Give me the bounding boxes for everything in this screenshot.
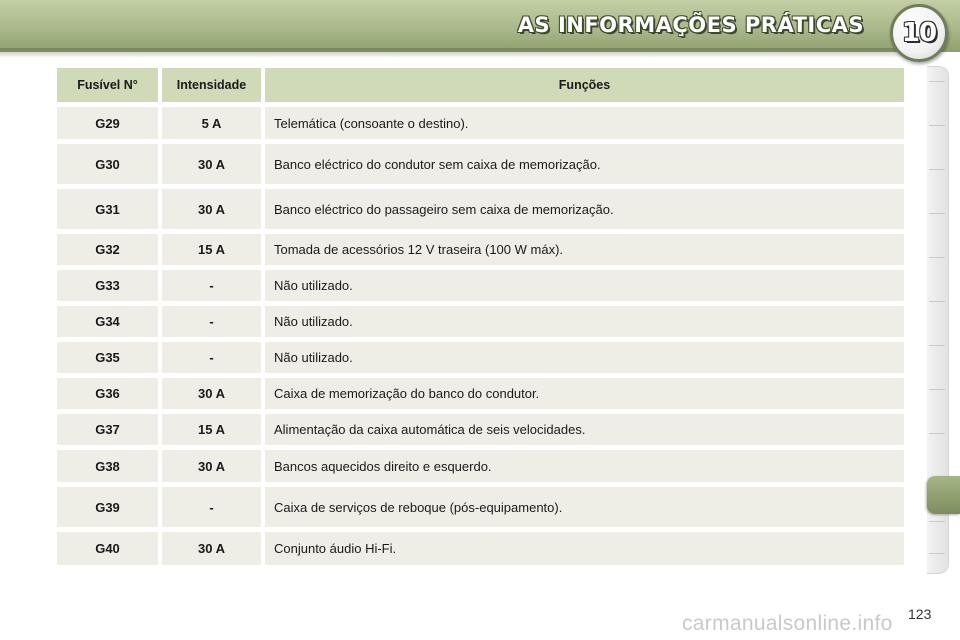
fuse-amperage: 5 A (162, 107, 261, 139)
side-tab-divider (929, 553, 945, 554)
side-tab-divider (929, 433, 945, 434)
chapter-title: AS INFORMAÇÕES PRÁTICAS (517, 13, 864, 37)
fuse-function: Caixa de serviços de reboque (pós-equipamento). (265, 487, 904, 527)
side-tab-divider (929, 389, 945, 390)
chapter-tab-active[interactable] (927, 476, 960, 514)
fuse-number: G31 (57, 189, 158, 229)
fuse-amperage: 30 A (162, 450, 261, 482)
fuse-amperage: - (162, 487, 261, 527)
side-tab-divider (929, 345, 945, 346)
fuse-amperage: - (162, 306, 261, 337)
table-row (57, 306, 904, 337)
fuse-function: Tomada de acessórios 12 V traseira (100 W máx). (265, 234, 904, 265)
table-row (57, 234, 904, 265)
side-tab-divider (929, 125, 945, 126)
side-tab-divider (929, 213, 945, 214)
fuse-table (57, 68, 904, 570)
fuse-number: G36 (57, 378, 158, 409)
side-tab-divider (929, 257, 945, 258)
table-row (57, 487, 904, 527)
page-number: 123 (908, 606, 932, 622)
table-row (57, 144, 904, 184)
fuse-amperage: 15 A (162, 414, 261, 445)
fuse-number: G39 (57, 487, 158, 527)
side-tab-divider (929, 81, 945, 82)
table-row (57, 378, 904, 409)
fuse-function: Bancos aquecidos direito e esquerdo. (265, 450, 904, 482)
column-header-functions: Funções (265, 68, 904, 102)
fuse-number: G33 (57, 270, 158, 301)
side-tab-divider (929, 521, 945, 522)
fuse-function: Caixa de memorização do banco do condutor. (265, 378, 904, 409)
table-row (57, 342, 904, 373)
fuse-number: G32 (57, 234, 158, 265)
fuse-function: Banco eléctrico do condutor sem caixa de memorização. (265, 144, 904, 184)
table-row (57, 532, 904, 565)
fuse-number: G35 (57, 342, 158, 373)
table-row (57, 107, 904, 139)
fuse-function: Alimentação da caixa automática de seis velocidades. (265, 414, 904, 445)
fuse-function: Banco eléctrico do passageiro sem caixa de memorização. (265, 189, 904, 229)
fuse-amperage: 30 A (162, 189, 261, 229)
table-row (57, 450, 904, 482)
table-row (57, 270, 904, 301)
fuse-number: G37 (57, 414, 158, 445)
column-header-amperage: Intensidade (162, 68, 261, 102)
table-row (57, 414, 904, 445)
fuse-amperage: 30 A (162, 532, 261, 565)
fuse-function: Não utilizado. (265, 342, 904, 373)
fuse-number: G40 (57, 532, 158, 565)
fuse-number: G38 (57, 450, 158, 482)
side-tab-divider (929, 301, 945, 302)
fuse-number: G34 (57, 306, 158, 337)
column-header-fuse: Fusível N° (57, 68, 158, 102)
fuse-amperage: - (162, 342, 261, 373)
header-shadow (0, 48, 900, 58)
fuse-function: Telemática (consoante o destino). (265, 107, 904, 139)
fuse-amperage: - (162, 270, 261, 301)
fuse-amperage: 15 A (162, 234, 261, 265)
fuse-function: Não utilizado. (265, 270, 904, 301)
table-header-row (57, 68, 904, 102)
fuse-function: Não utilizado. (265, 306, 904, 337)
fuse-amperage: 30 A (162, 378, 261, 409)
side-tab-divider (929, 169, 945, 170)
fuse-number: G29 (57, 107, 158, 139)
table-row (57, 189, 904, 229)
fuse-function: Conjunto áudio Hi-Fi. (265, 532, 904, 565)
fuse-number: G30 (57, 144, 158, 184)
fuse-amperage: 30 A (162, 144, 261, 184)
chapter-badge (890, 4, 948, 62)
watermark: carmanualsonline.info (682, 612, 893, 635)
chapter-number: 10 (901, 18, 937, 48)
